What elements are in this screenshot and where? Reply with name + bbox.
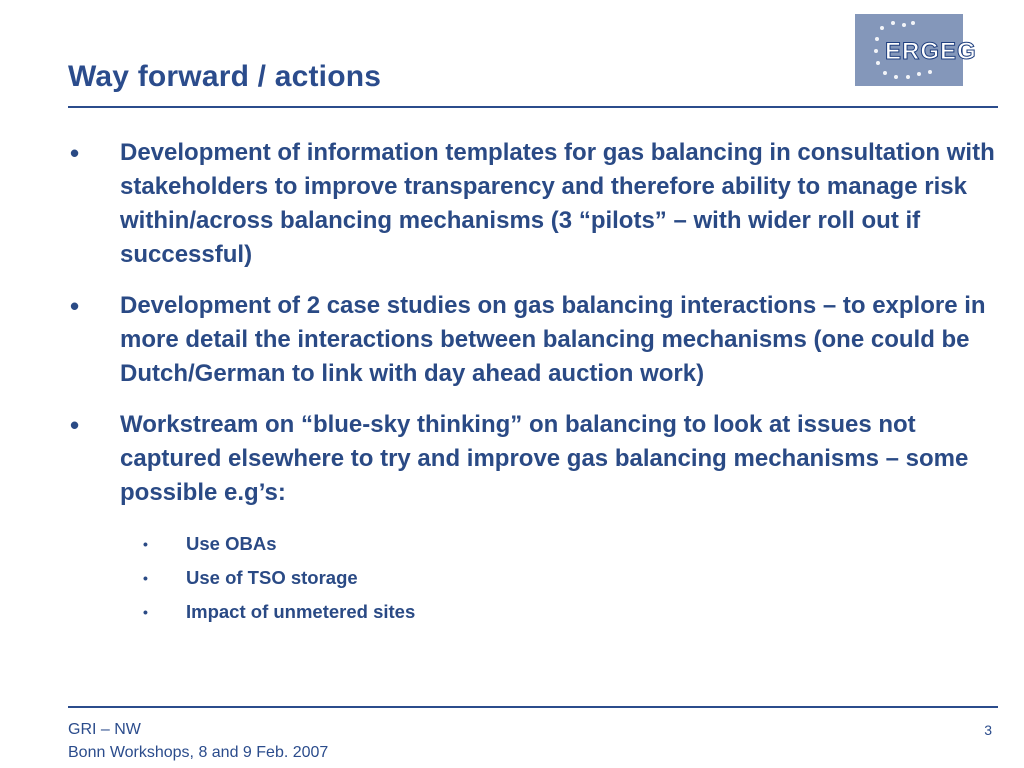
bullet-item bbox=[68, 289, 1003, 391]
slide-title: Way forward / actions bbox=[68, 60, 382, 93]
sub-bullet-icon: • bbox=[143, 604, 148, 620]
bullet-text: Development of information templates for gas balancing in consultation with stakeholders to improve transparency and therefore ability to manage risk within/across balancing mechanisms (3 “pilots” – with wider roll out if successful) bbox=[120, 139, 995, 268]
sub-bullet-icon: • bbox=[143, 536, 148, 552]
footer-line-2: Bonn Workshops, 8 and 9 Feb. 2007 bbox=[68, 744, 329, 761]
logo-text: ERGEG bbox=[885, 38, 977, 65]
footer bbox=[68, 718, 328, 764]
title-divider bbox=[68, 106, 998, 108]
bullet-icon: • bbox=[70, 410, 80, 440]
sub-bullet-text: Impact of unmetered sites bbox=[186, 601, 416, 622]
footer-divider bbox=[68, 706, 998, 708]
sub-bullet-item bbox=[68, 595, 1003, 629]
sub-bullet-list bbox=[68, 527, 1003, 629]
slide-content bbox=[68, 136, 1003, 629]
sub-bullet-text: Use of TSO storage bbox=[186, 567, 358, 588]
sub-bullet-icon: • bbox=[143, 570, 148, 586]
ergeg-logo-graphic bbox=[855, 14, 977, 86]
bullet-icon: • bbox=[70, 138, 80, 168]
bullet-text: Workstream on “blue-sky thinking” on balancing to look at issues not captured elsewhere to try and improve gas balancing mechanisms – some possible e.g’s: bbox=[120, 411, 969, 506]
sub-bullet-item bbox=[68, 561, 1003, 595]
bullet-item bbox=[68, 136, 1003, 272]
ergeg-logo bbox=[855, 14, 977, 86]
sub-bullet-item bbox=[68, 527, 1003, 561]
footer-line-1: GRI – NW bbox=[68, 721, 141, 738]
bullet-text: Development of 2 case studies on gas balancing interactions – to explore in more detail the interactions between balancing mechanisms (one could be Dutch/German to link with day ahead auction work) bbox=[120, 292, 986, 387]
page-number: 3 bbox=[984, 722, 992, 738]
bullet-icon: • bbox=[70, 291, 80, 321]
sub-bullet-text: Use OBAs bbox=[186, 533, 277, 554]
bullet-item bbox=[68, 408, 1003, 510]
